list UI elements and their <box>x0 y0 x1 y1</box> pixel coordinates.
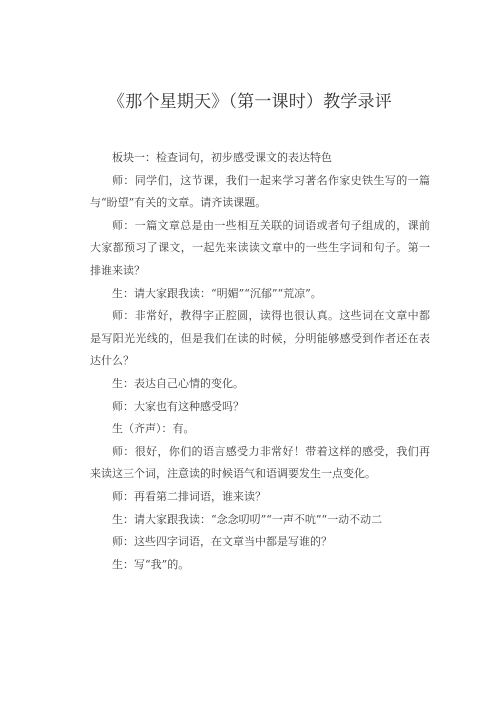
document-body <box>90 147 430 576</box>
dialogue-paragraph: 生：表达自己心情的变化。 <box>112 376 244 390</box>
dialogue-paragraph: 生：写“我”的。 <box>112 557 190 571</box>
dialogue-paragraph: 师：这些四字词语，在文章当中都是写谁的？ <box>112 535 332 549</box>
dialogue-paragraph: 师：非常好，教得字正腔圆，读得也很认真。这些词在文章中都是写阳光光线的，但是我们在读的时候，分明能够感受到作者还在表达什么？ <box>90 309 430 368</box>
dialogue-paragraph: 生：请大家跟我读：“明媚”“沉郁”“荒凉”。 <box>112 286 322 300</box>
dialogue-paragraph: 师：很好，你们的语言感受力非常好！带着这样的感受，我们再来读这三个词，注意读的时候语气和语调要发生一点变化。 <box>90 444 430 481</box>
dialogue-paragraph: 生（齐声）：有。 <box>112 422 195 436</box>
dialogue-paragraph: 师：再看第二排词语，谁来读？ <box>112 489 266 503</box>
dialogue-paragraph: 师：一篇文章总是由一些相互关联的词语或者句子组成的，课前大家都预习了课文，一起先来读读文章中的一些生字词和句子。第一排谁来读？ <box>90 218 430 277</box>
section-heading: 板块一：检查词句，初步感受课文的表达特色 <box>112 151 332 164</box>
dialogue-paragraph: 师：同学们，这节课，我们一起来学习著名作家史铁生写的一篇与“盼望”有关的文章。请齐读课题。 <box>90 173 430 210</box>
document-title: 《那个星期天》（第一课时）教学录评 <box>108 92 392 112</box>
dialogue-paragraph: 生：请大家跟我读：“念念叨叨”“一声不吭”“一动不动二 <box>112 512 383 526</box>
dialogue-paragraph: 师：大家也有这种感受吗？ <box>112 399 244 413</box>
